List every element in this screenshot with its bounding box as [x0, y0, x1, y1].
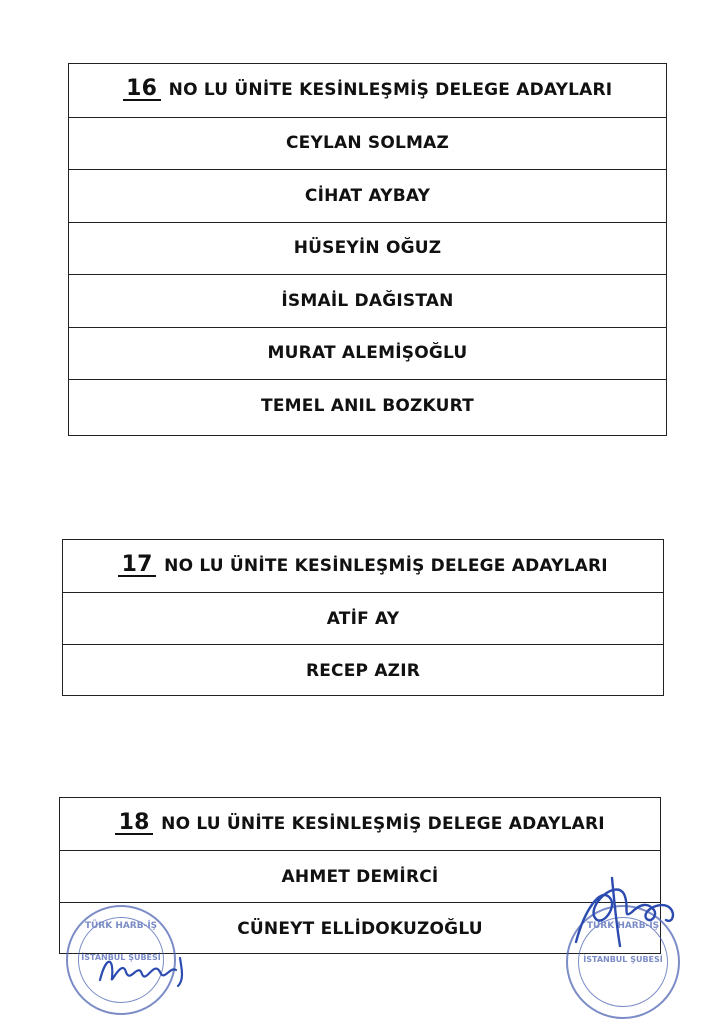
unit-17-table [62, 539, 664, 696]
header-title: NO LU ÜNİTE KESİNLEŞMİŞ DELEGE ADAYLARI [161, 814, 605, 834]
candidate-row: İSMAİL DAĞISTAN [69, 274, 666, 327]
stamp-middle-text: İSTANBUL ŞUBESİ [583, 955, 663, 964]
candidate-row: CEYLAN SOLMAZ [69, 117, 666, 170]
unit-number: 17 [118, 555, 156, 577]
table-header [69, 64, 666, 117]
candidate-row: CİHAT AYBAY [69, 169, 666, 222]
signature-left [96, 950, 192, 990]
stamp-middle-text: İSTANBUL ŞUBESİ [81, 953, 161, 962]
table-header [60, 798, 660, 850]
unit-number: 18 [115, 813, 153, 835]
header-title: NO LU ÜNİTE KESİNLEŞMİŞ DELEGE ADAYLARI [168, 80, 613, 101]
stamp-top-text: TÜRK HARB-İŞ [84, 921, 158, 931]
candidate-row: RECEP AZIR [63, 644, 663, 696]
candidate-row: TEMEL ANIL BOZKURT [69, 379, 666, 432]
unit-number: 16 [123, 79, 161, 101]
table-header [63, 540, 663, 592]
header-title: NO LU ÜNİTE KESİNLEŞMİŞ DELEGE ADAYLARI [164, 556, 608, 576]
unit-16-table [68, 63, 667, 436]
candidate-row: MURAT ALEMİŞOĞLU [69, 327, 666, 380]
candidate-row: CÜNEYT ELLİDOKUZOĞLU [60, 902, 660, 954]
candidate-row: ATİF AY [63, 592, 663, 644]
candidate-row: AHMET DEMİRCİ [60, 850, 660, 902]
stamp-top-text: TÜRK HARB-İŞ [586, 921, 660, 931]
candidate-row: HÜSEYİN OĞUZ [69, 222, 666, 275]
signature-right [566, 872, 684, 952]
